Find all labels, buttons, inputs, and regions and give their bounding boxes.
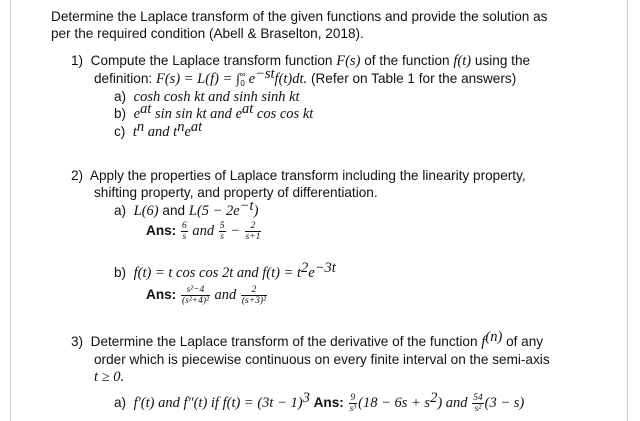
q2-item-a [114,198,259,220]
q2-a-minus: − [226,223,244,239]
q1-b-e1-exp: at [140,101,152,117]
q3-a-frac-1-den: s³ [349,403,357,414]
q1-b-e2: e [235,106,242,122]
q2-b-frac-2-den: (s+3)² [241,295,266,306]
q2-b-frac-1-den: (s²+4)² [182,295,209,306]
q1-definition-lhs: F(s) = L(f) = [155,71,236,87]
q3-number: 3) [71,334,84,349]
document-page [10,0,628,421]
q3-a-frac-1 [349,393,358,414]
q1-c-t: t [132,124,137,140]
q3-line-3: t ≥ 0. [94,369,125,385]
q2-a-frac-2-num: 5 [219,220,225,231]
integrand-exponent: −st [255,66,275,82]
q2-b-and: and [233,265,263,281]
q1-item-c [114,119,203,141]
q1-definition-word: definition: [94,71,153,86]
q3-text-1: Determine the Laplace transform of the derivative of the function [90,334,478,349]
q1-c-e: e [184,124,191,140]
q2-a-L2-exp: −t [239,198,254,214]
q1-Fs: F(s) [336,53,361,69]
q2-line-1 [71,167,526,184]
q2-b-frac-1-num: s²−4 [181,285,210,296]
q3-a-frac-2-den: s² [474,403,482,414]
q2-b-f2-e: e [308,265,315,281]
q2-a-L2: L(5 − 2e [188,203,240,219]
q2-number: 2) [71,168,84,183]
q1-c-t2-exp: n [177,119,185,135]
q1-b-e1: e [133,106,141,122]
q1-ft: f(t) [453,53,472,69]
q2-a-label: a) [114,203,127,218]
q2-b-frac-1 [181,285,210,306]
q3-a-frac-2 [472,393,484,414]
q3-a-end: (3 − s) [484,395,525,411]
q2-a-frac-2-den: s [220,231,224,242]
q1-a-text: cosh cosh kt and sinh sinh kt [133,89,300,105]
q2-b-f2-e-exp: −3t [314,260,336,276]
q3-line-1 [71,329,544,351]
q1-line-2 [94,66,517,88]
q1-b-e2-exp: at [242,101,254,117]
q1-c-t2: t [173,124,178,140]
q2-a-frac-1-num: 6 [182,220,187,231]
q2-b-ans-label: Ans: [146,287,177,302]
q2-b-frac-2 [241,285,267,306]
q3-fn: f [481,334,486,350]
q2-b-and2: and [210,287,240,303]
q1-number: 1) [71,53,84,68]
q1-c-e-exp: at [190,119,203,135]
q2-a-frac-3 [245,221,262,242]
q2-a-L2-close: ) [253,203,259,219]
intro-line-2: per the required condition (Abell & Braselton, 2018). [51,26,364,41]
q2-a-ans-label: Ans: [146,223,177,238]
q2-a-and: and [158,203,189,218]
q2-a-frac-1 [181,221,188,242]
q2-a-frac-1-den: s [182,231,187,242]
intro-line-1: Determine the Laplace transform of the given functions and provide the solution as [51,9,548,24]
q1-b-text2: cos cos kt [253,106,314,122]
q1-using: using the [474,53,531,68]
integral-upper-limit: ∞ [239,70,246,79]
integral-symbol: ∫ [235,71,240,86]
q1-reference: (Refer on Table 1 for the answers) [310,71,517,86]
integrand-rest: f(t)dt. [274,71,308,87]
q3-a-mid: (18 − 6s + s [358,395,431,411]
q2-text-1: Apply the properties of Laplace transform including the linearity property, [89,168,526,183]
q1-c-label: c) [114,124,126,139]
q3-a-mid-close: ) [437,395,443,411]
q3-item-a [114,392,524,414]
q2-b-f2-exp: 2 [301,260,309,276]
integrand-e: e [248,71,256,87]
q2-a-and2: and [188,223,218,239]
q3-a-ans-label: Ans: [313,395,344,410]
q1-b-label: b) [114,106,127,121]
q3-a-frac-2-num: 54 [473,392,483,403]
q2-a-answer [146,220,262,242]
q2-a-frac-2 [219,221,226,242]
q3-a-exp: 3 [302,390,310,406]
q3-a-and: and [442,395,472,411]
q3-a-mid-exp: 2 [430,390,438,406]
q2-b-label: b) [114,265,127,280]
q3-a-label: a) [114,395,127,410]
q2-a-frac-3-den: s+1 [245,231,261,242]
q2-b-f2: f(t) = t [262,265,302,281]
q2-b-f1: f(t) = t cos cos 2t [133,265,234,281]
integral-lower-limit: 0 [240,79,245,88]
q2-line-2: shifting property, and property of differentiation. [94,185,378,200]
q3-line-2: order which is piecewise continuous on every finite interval on the semi-axis [94,352,550,367]
q2-b-frac-2-num: 2 [241,285,267,296]
q1-line-1 [71,52,530,70]
q2-a-frac-3-num: 2 [245,221,262,232]
q3-a-text: f'(t) and f"(t) if f(t) = (3t − 1) [133,395,303,411]
q2-b-answer [146,283,268,307]
q1-c-t-exp: n [136,119,145,135]
q3-of-any: of any [506,334,544,349]
q1-text: Compute the Laplace transform function [90,53,333,68]
q2-item-b [114,260,336,282]
q3-fn-exp: (n) [485,329,503,345]
q3-a-frac-1-num: 9 [350,392,356,403]
q1-c-and: and [144,124,174,140]
q1-of-function: of the function [364,53,450,68]
q2-a-L1: L(6) [133,203,159,219]
q1-b-text1: sin sin kt and [151,106,236,122]
q1-a-label: a) [114,89,127,104]
